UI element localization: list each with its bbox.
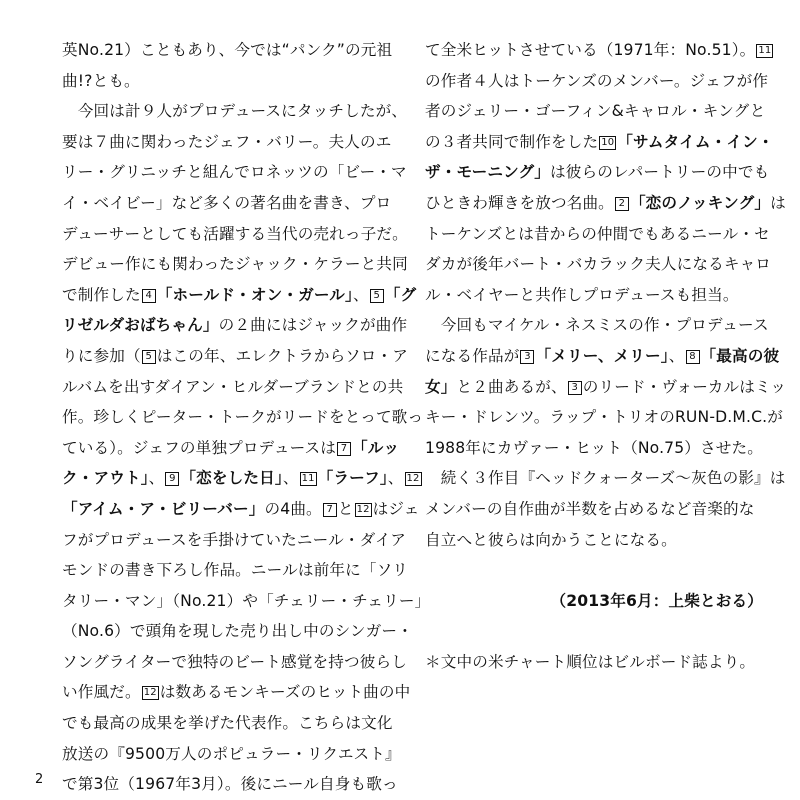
text-run: （No.6）で頭角を現した売り出し中のシンガー・ (62, 622, 413, 641)
text-run: 放送の『9500万人のポピュラー・リクエスト』 (62, 744, 401, 763)
song-title: リゼルダおばちゃん」 (62, 316, 219, 335)
text-line (62, 494, 420, 525)
text-line (62, 249, 408, 280)
text-line (425, 96, 766, 127)
text-run: 1988年にカヴァー・ヒット（No.75）させた。 (425, 438, 764, 457)
text-run: ダカが後年バート・バカラック夫人になるキャロ (425, 255, 772, 274)
track-number-box: 12 (143, 687, 157, 699)
text-run: リー・グリニッチと組んでロネッツの「ビー・マ (62, 163, 407, 182)
text-run: で制作した (62, 285, 141, 304)
text-line (62, 769, 400, 800)
song-title: 「ラーフ」 (317, 469, 388, 488)
text-run: と２曲あるが、 (456, 377, 567, 396)
text-run: ひときわ輝きを放つ名曲。 (425, 193, 614, 212)
text-run: て全米ヒットさせている（1971年：No.51）。 (425, 41, 756, 59)
track-number-box: 11 (301, 473, 315, 485)
text-run: 作。珍しくピーター・トークがリードをとって歌っ (62, 408, 424, 427)
track-number-box: 2 (615, 197, 629, 211)
right-column (425, 35, 787, 677)
text-run: モンドの書き下ろし作品。ニールは前年に「ソリ (62, 561, 409, 580)
song-title: 「メリー、メリー」 (535, 346, 669, 365)
text-run: は数あるモンキーズのヒット曲の中 (159, 683, 411, 702)
track-number-box: 12 (356, 503, 370, 515)
text-run: は彼らのレパートリーの中でも (550, 163, 770, 182)
text-run: フがプロデュースを手掛けていたニール・ダイア (62, 530, 407, 549)
text-line (62, 433, 400, 464)
song-title: 「グ (384, 285, 417, 304)
text-line (425, 249, 772, 280)
left-column (62, 35, 431, 800)
text-run: い作風だ。 (62, 683, 141, 702)
song-title: 「恋をした日」 (180, 469, 283, 488)
text-run: デビュー作にも関わったジャック・ケラーと共同 (62, 255, 408, 274)
text-run: は (770, 193, 786, 212)
text-run: 英No.21）こともあり、今では“パンク”の元祖 (62, 41, 393, 59)
text-line (62, 586, 431, 617)
track-number-box: 11 (758, 45, 772, 56)
credit: （2013年6月：上柴とおる） (550, 591, 763, 610)
text-line (62, 616, 413, 647)
text-run: 者のジェリー・ゴーフィン&キャロル・キングと (425, 102, 766, 121)
footnote: ＊文中の米チャート順位はビルボード誌より。 (425, 652, 756, 671)
text-run: 、 (282, 469, 299, 488)
text-run: トーケンズとは昔からの仲間でもあるニール・セ (425, 224, 770, 243)
text-run: の２曲にはジャックが曲作 (218, 316, 408, 335)
song-title: ク・アウト」 (62, 469, 149, 488)
track-number-box: 4 (142, 289, 156, 303)
text-line (425, 341, 780, 372)
text-line (62, 341, 409, 372)
track-number-box: 10 (601, 136, 615, 148)
text-line (62, 372, 404, 403)
text-run: ル・ベイヤーと共作しプロデュースも担当。 (425, 285, 739, 304)
text-line (425, 280, 763, 311)
song-title: 「最高の彼 (700, 346, 780, 365)
song-title: 「恋のノッキング」 (629, 193, 771, 212)
text-line (425, 494, 763, 525)
song-title: 「アイム・ア・ビリーバー」 (62, 499, 265, 518)
text-run: 、 (148, 469, 165, 488)
text-line (425, 372, 787, 403)
text-run: の4曲。 (264, 499, 322, 518)
text-line (425, 219, 770, 250)
track-number-box: 8 (686, 350, 700, 364)
text-line (62, 96, 408, 127)
text-run: で第3位（1967年3月）。後にニール自身も歌っ (62, 775, 398, 794)
text-run: 、 (668, 346, 685, 365)
text-line (62, 739, 400, 770)
text-line (425, 310, 769, 341)
track-number-box: 7 (337, 442, 351, 456)
text-line (62, 310, 408, 341)
track-number-box: 5 (370, 289, 384, 303)
track-number-box: 5 (142, 350, 156, 364)
track-number-box: 7 (323, 503, 337, 517)
text-run: でも最高の成果を挙げた代表作。こちらは文化 (62, 714, 393, 733)
text-run: ソングライターで独特のビート感覚を持つ彼らし (62, 652, 407, 671)
track-number-box: 3 (568, 381, 582, 395)
text-run: キー・ドレンツ。ラップ・トリオのRUN-D.M.C.が (425, 408, 783, 427)
text-run: イ・ベイビー」など多くの著名曲を書き、プロ (62, 193, 392, 212)
text-line (62, 219, 408, 250)
text-line (62, 157, 407, 188)
text-line (62, 402, 424, 433)
text-run: の作者４人はトーケンズのメンバー。ジェフが作 (425, 71, 769, 90)
text-line (425, 433, 763, 464)
text-line (425, 463, 786, 494)
song-title: 「ルッ (352, 438, 400, 457)
track-number-box: 3 (520, 350, 534, 364)
track-number-box: 9 (165, 472, 179, 486)
text-run: メンバーの自作曲が半数を占めるなど音楽的な (425, 499, 755, 518)
text-run: デューサーとしても活躍する当代の売れっ子だ。 (62, 224, 408, 243)
text-line (425, 157, 770, 188)
text-line (425, 188, 786, 219)
text-line (62, 463, 420, 494)
text-run: と (337, 499, 354, 518)
right-body (425, 35, 787, 555)
text-run: 今回もマイケル・ネスミスの作・プロデュース (425, 316, 769, 335)
text-line (425, 525, 763, 556)
text-run: 曲!?とも。 (62, 71, 140, 90)
text-run: 今回は計９人がプロデュースにタッチしたが、 (62, 102, 408, 121)
text-run: はジェ (372, 499, 420, 518)
text-run: 、 (352, 285, 369, 304)
text-run: りに参加（ (62, 346, 141, 365)
text-run: 続く３作目『ヘッドクォーターズ～灰色の影』は (425, 469, 786, 488)
text-run: ルバムを出すダイアン・ヒルダーブランドとの共 (62, 377, 404, 396)
text-line (62, 525, 407, 556)
text-run: はこの年、エレクトラからソロ・ア (156, 346, 409, 365)
text-run: ている）。ジェフの単独プロデュースは (62, 438, 337, 457)
text-run: になる作品が (425, 346, 520, 365)
text-line (62, 555, 409, 586)
text-line (62, 677, 411, 708)
track-number-box: 12 (406, 473, 420, 485)
song-title: 女」 (425, 377, 457, 396)
text-line (62, 647, 407, 678)
text-run: のリード・ヴォーカルはミッ (582, 377, 787, 396)
text-run: タリー・マン」（No.21）や「チェリー・チェリー」 (62, 591, 431, 610)
text-line (62, 188, 400, 219)
text-line (62, 66, 400, 97)
text-run: 、 (387, 469, 404, 488)
text-run: 自立へと彼らは向かうことになる。 (425, 530, 677, 549)
song-title: ザ・モーニング」 (425, 163, 551, 182)
text-line (62, 708, 400, 739)
page-number: 2 (35, 772, 44, 787)
text-line (425, 66, 769, 97)
text-line (62, 280, 417, 311)
text-run: の３者共同で制作をした (425, 132, 599, 151)
text-line (425, 402, 783, 433)
text-line (62, 35, 400, 66)
text-run: 要は７曲に関わったジェフ・バリー。夫人のエ (62, 132, 392, 151)
text-line (62, 127, 400, 158)
song-title: 「サムタイム・イン・ (617, 132, 774, 151)
text-line (425, 127, 774, 158)
text-line (425, 35, 772, 66)
song-title: 「ホールド・オン・ガール」 (156, 285, 353, 304)
